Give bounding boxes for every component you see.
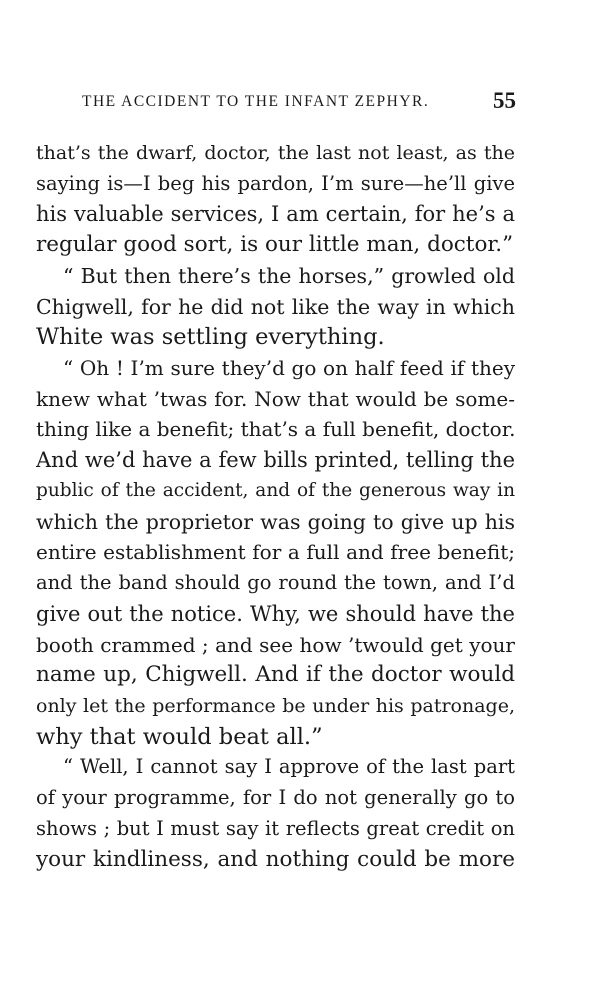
text-line: only let the performance be under his patronage, (36, 694, 515, 717)
text-line: name up, Chigwell. And if the doctor would (36, 662, 515, 688)
text-line: regular good sort, is our little man, doctor.” (36, 232, 514, 258)
text-line: saying is—I beg his pardon, I’m sure—he’ll give (36, 171, 515, 195)
text-line: entire establishment for a full and free benefit; (36, 540, 515, 565)
text-line: give out the notice. Why, we should have the (36, 601, 515, 626)
text-line: And we’d have a few bills printed, telling the (36, 448, 515, 473)
text-line: thing like a benefit; that’s a full benefit, doctor. (36, 417, 515, 442)
text-line: why that would beat all.” (36, 723, 323, 750)
text-line: “ But then there’s the horses,” growled old (63, 263, 515, 288)
text-line: that’s the dwarf, doctor, the last not least, as the (36, 142, 515, 164)
text-line: your kindliness, and nothing could be more (36, 846, 515, 872)
text-line: White was settling everything. (36, 324, 385, 351)
page-number: 55 (493, 88, 516, 113)
text-line: Chigwell, for he did not like the way in which (36, 294, 515, 319)
text-line: “ Well, I cannot say I approve of the last part (63, 755, 515, 779)
text-line: booth crammed ; and see how ’twould get your (36, 632, 515, 657)
running-title: THE ACCIDENT TO THE INFANT ZEPHYR. (82, 93, 430, 110)
running-head (62, 90, 516, 114)
text-line: public of the accident, and of the generous way in (36, 479, 515, 501)
text-line: knew what ’twas for. Now that would be some- (36, 386, 515, 411)
text-line: shows ; but I must say it reflects great credit on (36, 816, 515, 840)
text-line: which the proprietor was going to give up his (36, 509, 515, 534)
text-line: and the band should go round the town, and I’d (36, 571, 515, 595)
text-line: “ Oh ! I’m sure they’d go on half feed if they (63, 356, 515, 381)
text-line: of your programme, for I do not generally go to (36, 786, 515, 810)
body-text (36, 138, 515, 875)
text-line: his valuable services, I am certain, for he’s a (36, 202, 515, 227)
